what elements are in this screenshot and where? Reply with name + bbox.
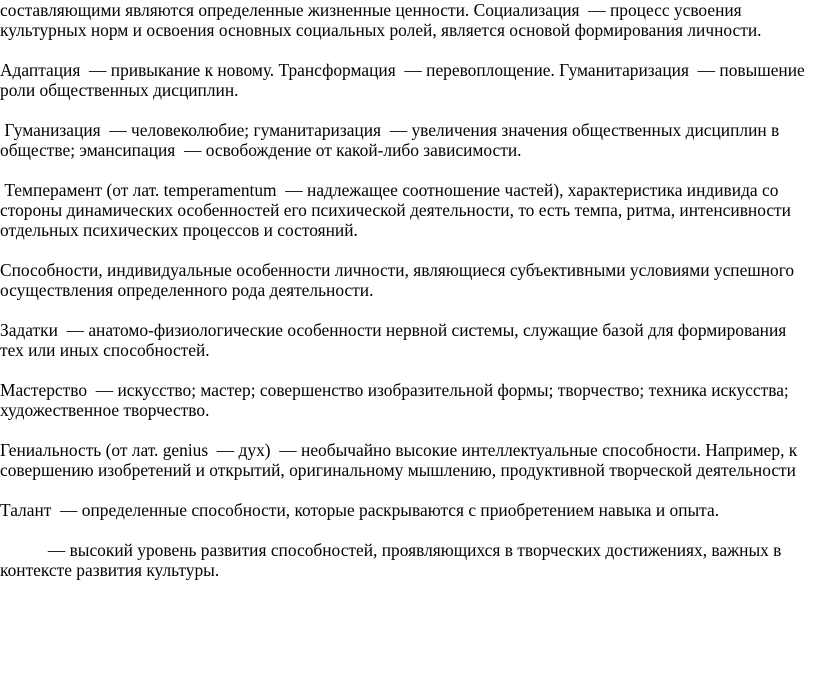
paragraph-humanization <box>0 120 816 160</box>
text-line: отдельных психических процессов и состояний. <box>0 220 358 240</box>
paragraph-adaptation <box>0 60 816 100</box>
text-line: составляющими являются определенные жизненные ценности. Социализация — процесс усвоения <box>0 0 742 20</box>
text-line: художественное творчество. <box>0 400 210 420</box>
text-line: Гуманизация — человеколюбие; гуманитаризация — увеличения значения общественных дисциплин в <box>0 120 780 140</box>
text-line: Адаптация — привыкание к новому. Трансформация — перевоплощение. Гуманитаризация — повышение <box>0 60 805 80</box>
paragraph-high-level <box>0 540 816 580</box>
text-line: контексте развития культуры. <box>0 560 220 580</box>
paragraph-inclinations <box>0 320 816 360</box>
paragraph-talent <box>0 500 816 520</box>
paragraph-abilities <box>0 260 816 300</box>
text-line: стороны динамических особенностей его психической деятельности, то есть темпа, ритма, интенсивности <box>0 200 791 220</box>
text-line: Талант — определенные способности, которые раскрываются с приобретением навыка и опыта. <box>0 500 720 520</box>
text-line: Темперамент (от лат. temperamentum — надлежащее соотношение частей), характеристика индивида со <box>0 180 779 200</box>
text-line: Задатки — анатомо-физиологические особенности нервной системы, служащие базой для формирования <box>0 320 787 340</box>
text-line: Способности, индивидуальные особенности личности, являющиеся субъективными условиями успешного <box>0 260 795 280</box>
text-line: Гениальность (от лат. genius — дух) — необычайно высокие интеллектуальные способности. Например, к <box>0 440 798 460</box>
paragraph-socialization <box>0 0 816 40</box>
paragraph-mastery <box>0 380 816 420</box>
text-line: обществе; эмансипация — освобождение от какой-либо зависимости. <box>0 140 522 160</box>
paragraph-genius <box>0 440 816 480</box>
paragraph-temperament <box>0 180 816 240</box>
text-line: осуществления определенного рода деятельности. <box>0 280 374 300</box>
text-line: роли общественных дисциплин. <box>0 80 239 100</box>
text-line: тех или иных способностей. <box>0 340 210 360</box>
text-line: совершению изобретений и открытий, оригинальному мышлению, продуктивной творческой деятельности <box>0 460 796 480</box>
text-line: культурных норм и освоения основных социальных ролей, является основой формирования личности. <box>0 20 762 40</box>
text-line: — высокий уровень развития способностей, проявляющихся в творческих достижениях, важных в <box>0 540 782 560</box>
text-line: Мастерство — искусство; мастер; совершенство изобразительной формы; творчество; техника искусства; <box>0 380 789 400</box>
